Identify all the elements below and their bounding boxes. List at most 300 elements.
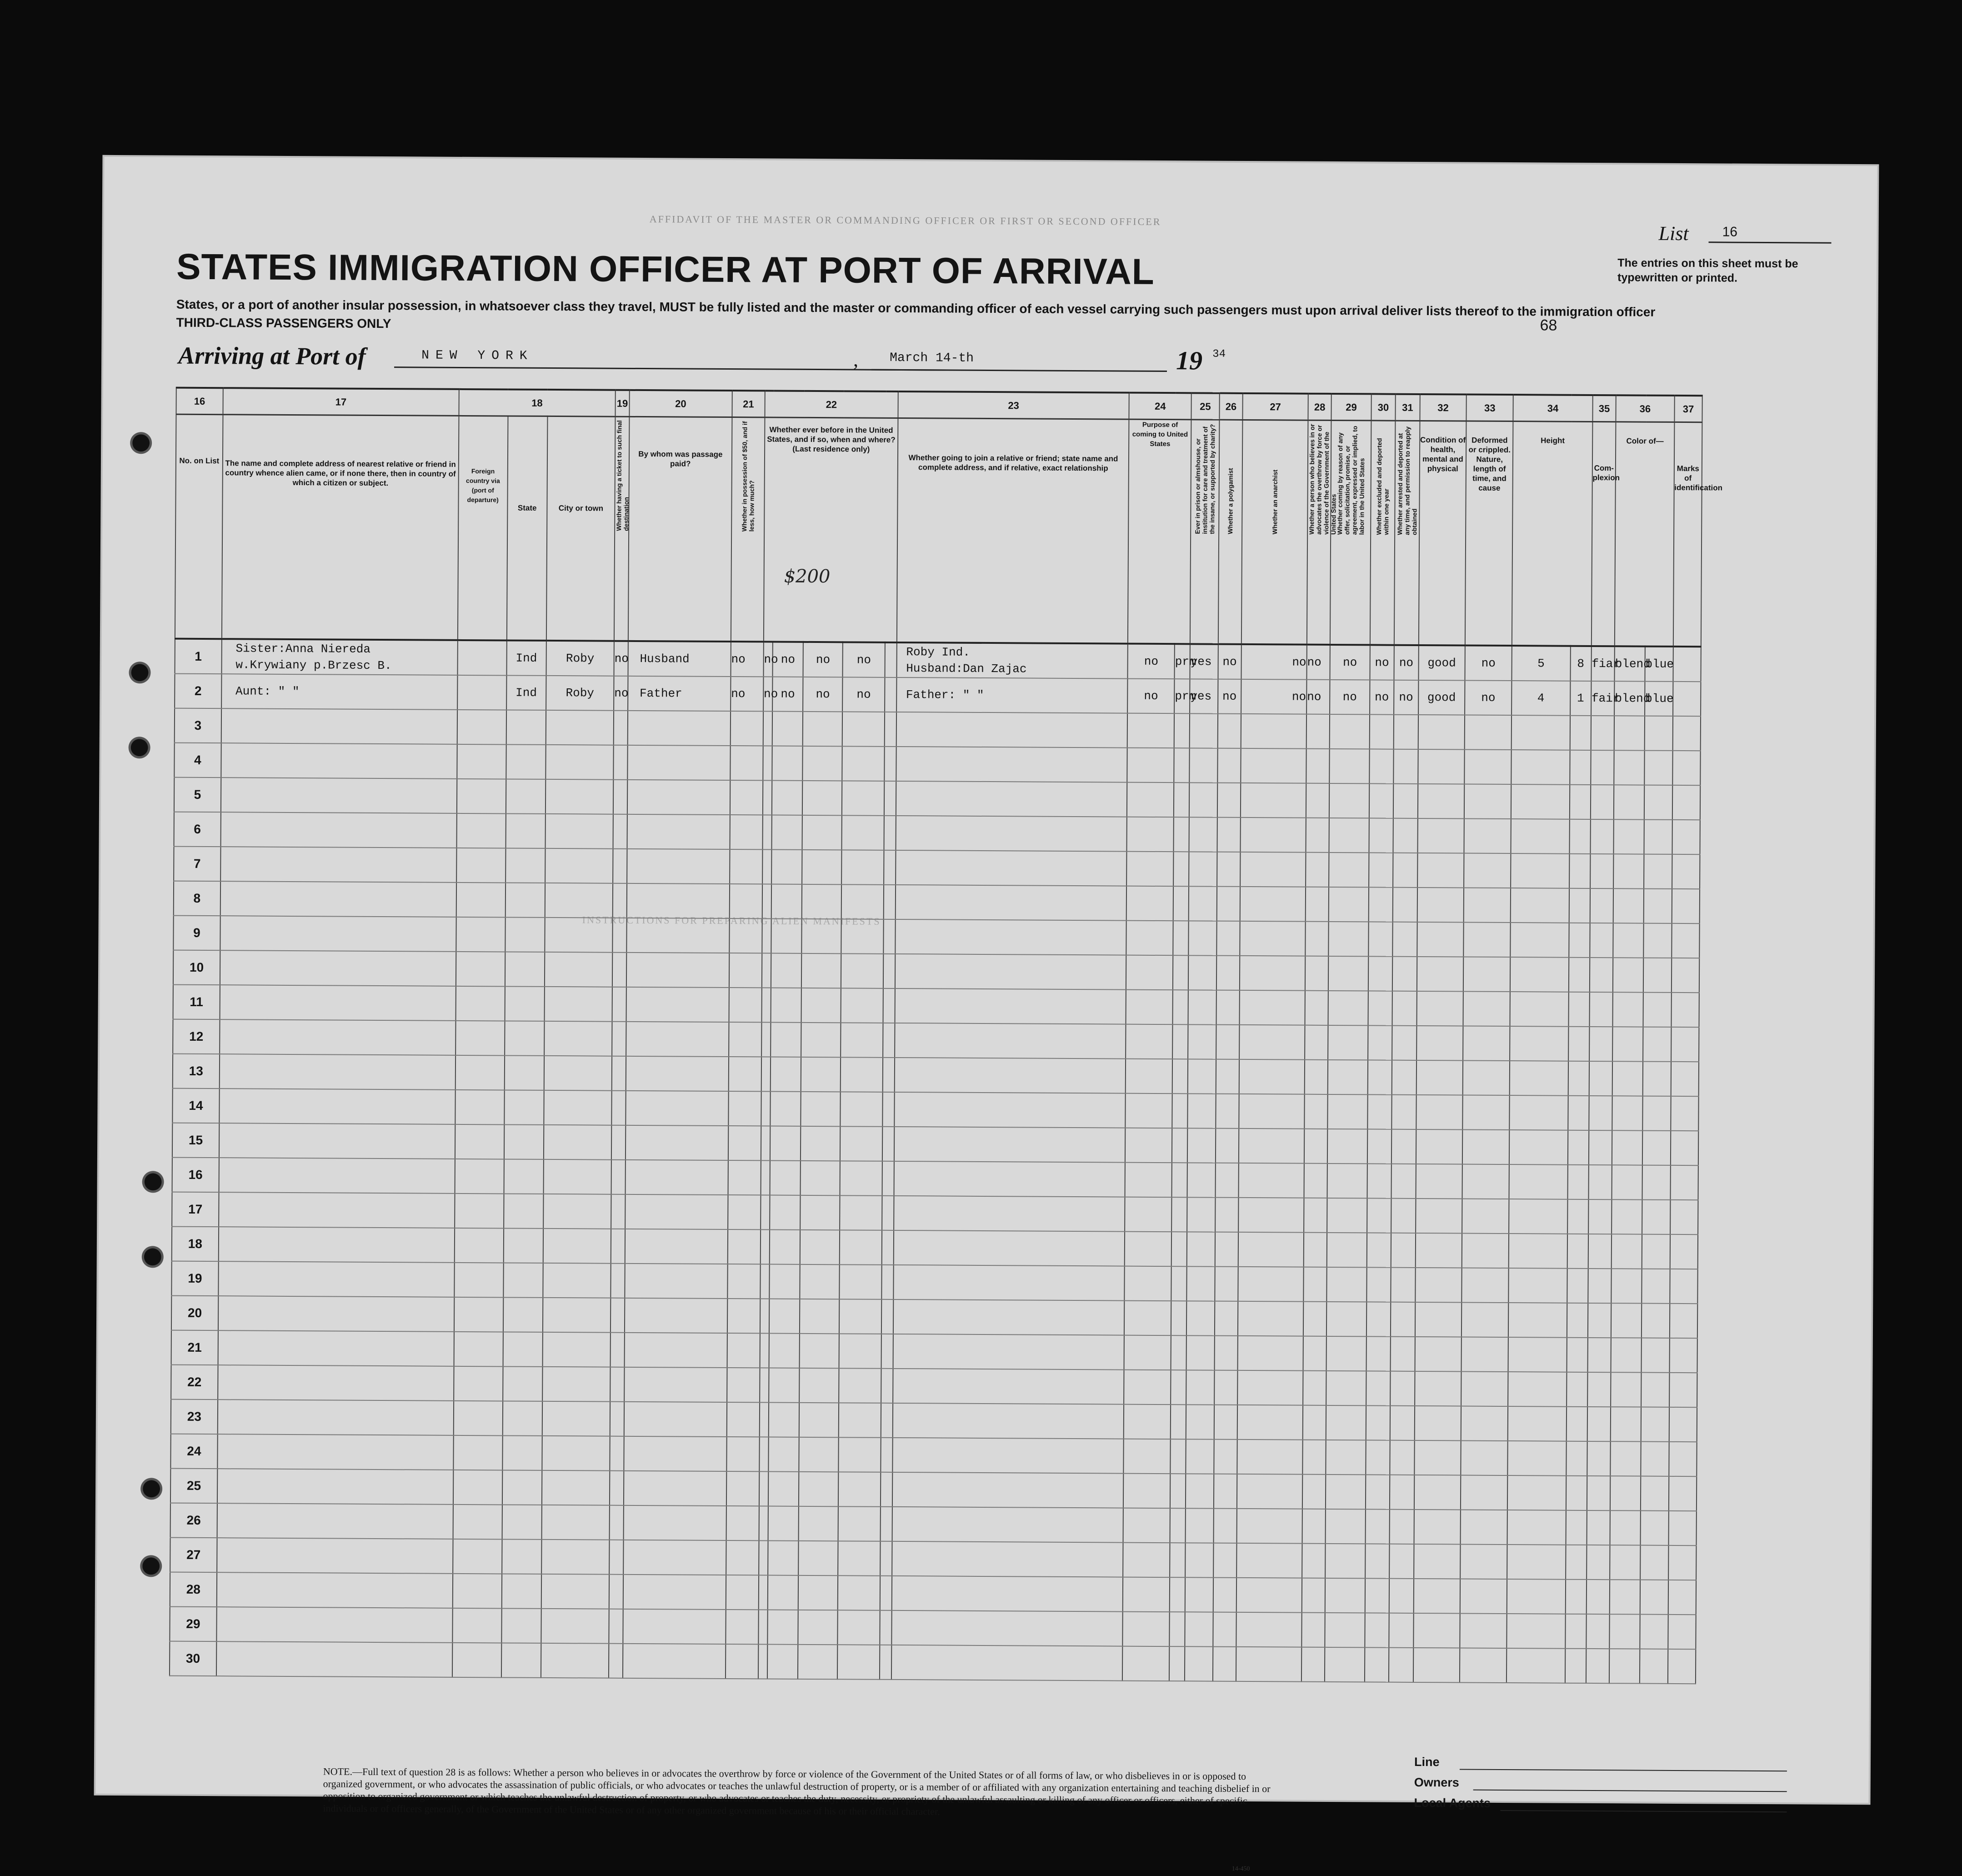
header-nearest-relative: The name and complete address of nearest relative or friend in country whence alien came, or if none there, then in country of which a citizen or subject.	[222, 415, 459, 640]
empty-cell	[770, 1161, 801, 1195]
empty-cell	[219, 1158, 455, 1194]
empty-cell	[218, 1399, 454, 1435]
empty-cell	[1569, 888, 1590, 923]
row-number: 29	[170, 1607, 216, 1642]
empty-cell	[767, 1645, 798, 1679]
empty-cell	[1190, 713, 1218, 748]
port-underline	[394, 366, 949, 371]
empty-cell	[1668, 1545, 1697, 1580]
empty-cell	[802, 850, 842, 884]
empty-cell	[1418, 749, 1465, 784]
q29-cell: no	[1370, 680, 1394, 714]
empty-cell	[1393, 853, 1417, 888]
empty-cell	[1327, 1129, 1367, 1164]
empty-cell	[1417, 922, 1464, 957]
empty-cell	[1568, 1027, 1590, 1061]
empty-cell	[760, 1333, 769, 1368]
empty-cell	[801, 988, 841, 1023]
empty-cell	[1302, 1544, 1326, 1578]
empty-cell	[1645, 716, 1673, 751]
row-number: 13	[173, 1054, 220, 1089]
empty-cell	[884, 747, 896, 781]
empty-cell	[729, 918, 762, 953]
empty-cell	[1368, 956, 1393, 991]
empty-cell	[610, 1436, 624, 1471]
empty-cell	[1124, 1301, 1171, 1336]
empty-cell	[1507, 1475, 1566, 1510]
empty-cell	[1586, 1614, 1610, 1649]
empty-cell	[1303, 1405, 1326, 1440]
empty-cell	[627, 711, 730, 746]
empty-cell	[612, 918, 626, 953]
empty-cell	[453, 1435, 502, 1470]
empty-cell	[895, 1023, 1126, 1059]
empty-cell	[612, 953, 626, 987]
column-number: 16	[176, 388, 223, 415]
empty-cell	[1123, 1577, 1170, 1612]
empty-cell	[842, 712, 885, 746]
header-deformed: Deformed or crippled. Nature, length of time, and cause	[1465, 421, 1513, 646]
empty-cell	[624, 1367, 727, 1402]
empty-cell	[1586, 1649, 1610, 1683]
empty-cell	[611, 1229, 625, 1264]
empty-cell	[217, 1538, 453, 1574]
empty-cell	[893, 1230, 1125, 1266]
header-state: State	[507, 416, 548, 641]
empty-cell	[1369, 783, 1394, 818]
empty-cell	[1611, 1338, 1642, 1372]
empty-cell	[1367, 1164, 1391, 1198]
empty-cell	[840, 1195, 882, 1230]
empty-cell	[1236, 1543, 1302, 1578]
empty-cell	[1643, 993, 1671, 1027]
empty-cell	[1305, 922, 1329, 956]
empty-cell	[1127, 783, 1174, 818]
empty-cell	[1187, 1093, 1216, 1128]
empty-cell	[768, 1610, 798, 1645]
empty-cell	[220, 847, 456, 883]
empty-cell	[763, 780, 772, 815]
empty-cell	[1213, 1647, 1236, 1681]
empty-cell	[1510, 1026, 1568, 1061]
empty-cell	[1588, 1269, 1612, 1303]
empty-cell	[1186, 1301, 1215, 1335]
empty-cell	[501, 1643, 541, 1677]
empty-cell	[1326, 1475, 1366, 1509]
empty-cell	[1391, 1268, 1415, 1302]
empty-cell	[1462, 1233, 1509, 1268]
empty-cell	[1238, 1336, 1303, 1371]
empty-cell	[1461, 1371, 1508, 1406]
empty-cell	[1391, 1164, 1416, 1199]
empty-cell	[1509, 1199, 1567, 1234]
empty-cell	[1304, 1233, 1327, 1267]
empty-cell	[1187, 1128, 1216, 1163]
empty-cell	[1124, 1370, 1171, 1405]
empty-cell	[503, 1297, 543, 1332]
empty-cell	[1640, 1649, 1668, 1684]
empty-cell	[1393, 888, 1417, 922]
joining-line-2: Husband:Dan Zajac	[906, 662, 1027, 676]
empty-cell	[546, 779, 613, 814]
empty-cell	[1587, 1476, 1611, 1510]
empty-cell	[1586, 1580, 1610, 1614]
city-cell: Roby	[546, 641, 614, 676]
row-number: 19	[171, 1261, 218, 1296]
list-label: List	[1658, 222, 1689, 245]
empty-cell	[1567, 1269, 1588, 1303]
empty-cell	[884, 850, 896, 885]
empty-cell	[1642, 1304, 1670, 1338]
empty-cell	[1327, 1267, 1367, 1302]
relative-cell: Aunt: " "	[221, 674, 457, 710]
empty-cell	[730, 815, 762, 849]
empty-cell	[1216, 990, 1240, 1025]
empty-cell	[626, 1091, 728, 1126]
row-number: 11	[173, 985, 220, 1020]
header-q29	[1330, 420, 1371, 645]
empty-cell	[1189, 886, 1217, 921]
empty-cell	[841, 953, 883, 988]
empty-cell	[1239, 1025, 1305, 1060]
empty-cell	[1365, 1544, 1390, 1578]
empty-cell	[1567, 1165, 1589, 1199]
empty-cell	[1389, 1648, 1413, 1682]
empty-cell	[1591, 750, 1614, 785]
empty-cell	[542, 1505, 610, 1540]
empty-cell	[545, 814, 613, 849]
empty-cell	[802, 815, 842, 850]
empty-cell	[800, 1334, 840, 1368]
empty-cell	[1642, 1165, 1670, 1200]
empty-cell	[217, 1434, 453, 1470]
empty-cell	[1215, 1301, 1238, 1336]
empty-cell	[220, 985, 455, 1021]
empty-cell	[1305, 1060, 1328, 1094]
empty-cell	[1214, 1440, 1237, 1474]
empty-cell	[801, 919, 841, 953]
empty-cell	[1567, 1372, 1588, 1407]
empty-cell	[799, 1403, 839, 1437]
empty-cell	[1461, 1302, 1508, 1337]
empty-cell	[1304, 1094, 1328, 1129]
empty-cell	[1510, 1061, 1568, 1096]
row-number: 8	[174, 881, 220, 916]
empty-cell	[1214, 1336, 1238, 1370]
empty-cell	[544, 1090, 611, 1125]
empty-cell	[503, 1228, 543, 1263]
empty-cell	[1508, 1268, 1567, 1303]
empty-cell	[1613, 888, 1644, 923]
empty-cell	[1326, 1302, 1366, 1336]
empty-cell	[1389, 1613, 1413, 1648]
empty-cell	[1170, 1543, 1185, 1577]
header-anarchist-text: Whether an anarchist	[1271, 469, 1279, 535]
city-cell: Roby	[546, 676, 614, 711]
empty-cell	[1613, 923, 1643, 958]
header-q28-text: Whether a person who believes in or advocates the overthrow by force or violence of the Government of the United States	[1308, 424, 1337, 535]
empty-cell	[1465, 715, 1512, 750]
empty-cell	[1186, 1266, 1215, 1301]
empty-cell	[727, 1264, 760, 1299]
header-complexion: Com- plexion	[1592, 421, 1616, 646]
empty-cell	[1302, 1440, 1326, 1475]
empty-cell	[545, 883, 613, 918]
empty-cell	[840, 1264, 882, 1299]
eyes-cell: blue	[1645, 682, 1673, 716]
empty-cell	[1237, 1370, 1303, 1405]
empty-cell	[1186, 1474, 1214, 1508]
empty-cell	[626, 987, 729, 1022]
empty-cell	[1326, 1509, 1366, 1544]
empty-cell	[612, 1056, 626, 1091]
empty-cell	[1389, 1579, 1414, 1613]
empty-cell	[1216, 1129, 1239, 1163]
empty-cell	[1369, 818, 1393, 853]
row-number: 14	[172, 1088, 219, 1124]
empty-cell	[798, 1541, 838, 1575]
empty-cell	[759, 1575, 768, 1610]
row-number: 25	[170, 1469, 217, 1504]
empty-cell	[610, 1333, 624, 1367]
empty-cell	[1415, 1337, 1461, 1372]
empty-cell	[1568, 992, 1590, 1027]
empty-cell	[1642, 1131, 1671, 1165]
column-number: 29	[1331, 394, 1371, 421]
empty-cell	[626, 953, 729, 988]
empty-cell	[1171, 1301, 1186, 1335]
empty-cell	[896, 747, 1127, 783]
empty-cell	[1567, 1303, 1588, 1338]
citizen-intent-cell: yes	[1190, 679, 1218, 713]
period-cell: no	[772, 677, 803, 712]
header-q30	[1370, 421, 1396, 645]
empty-cell	[1590, 854, 1614, 888]
empty-cell	[1463, 1060, 1510, 1095]
empty-cell	[840, 1230, 882, 1264]
empty-cell	[1641, 1476, 1669, 1511]
empty-cell	[728, 1126, 761, 1160]
q25-cell: no	[1218, 644, 1241, 679]
empty-cell	[1567, 1199, 1589, 1234]
q28-cell: no	[1330, 680, 1370, 714]
empty-cell	[758, 1644, 768, 1679]
empty-cell	[1643, 1027, 1671, 1062]
empty-cell	[771, 1057, 801, 1092]
deformed-cell: no	[1465, 681, 1512, 716]
row-number: 26	[170, 1503, 217, 1538]
row-number: 27	[170, 1538, 217, 1573]
empty-cell	[613, 883, 627, 918]
empty-cell	[1125, 1128, 1172, 1163]
empty-cell	[627, 814, 730, 849]
empty-cell	[1369, 749, 1394, 783]
empty-cell	[454, 1297, 503, 1332]
empty-cell	[1417, 818, 1464, 853]
empty-cell	[543, 1332, 611, 1367]
empty-cell	[1510, 957, 1569, 992]
empty-cell	[759, 1506, 768, 1540]
empty-cell	[1368, 887, 1393, 922]
empty-cell	[1187, 1197, 1215, 1232]
empty-cell	[1173, 886, 1189, 921]
empty-cell	[501, 1574, 541, 1608]
empty-cell	[1640, 1545, 1668, 1580]
empty-cell	[219, 1088, 455, 1124]
empty-cell	[454, 1366, 503, 1401]
empty-cell	[1640, 1580, 1668, 1615]
local-agents-label: Local Agents	[1414, 1796, 1491, 1810]
empty-cell	[611, 1160, 625, 1194]
empty-cell	[801, 1161, 841, 1195]
empty-cell	[1216, 956, 1240, 990]
empty-cell	[1126, 921, 1173, 956]
empty-cell	[761, 1057, 771, 1091]
empty-cell	[761, 1022, 771, 1057]
empty-cell	[1612, 1199, 1642, 1234]
empty-cell	[1590, 923, 1613, 958]
empty-cell	[1672, 923, 1700, 958]
empty-cell	[1173, 955, 1188, 990]
empty-cell	[1461, 1440, 1508, 1475]
empty-cell	[762, 918, 771, 953]
empty-cell	[1413, 1648, 1460, 1683]
empty-cell	[1566, 1510, 1587, 1545]
form-title: STATES IMMIGRATION OFFICER AT PORT OF ARRIVAL	[176, 246, 1155, 292]
empty-cell	[727, 1333, 760, 1368]
comma: ,	[853, 348, 859, 371]
empty-cell	[881, 1472, 892, 1507]
empty-cell	[1306, 783, 1330, 818]
empty-cell	[1610, 1545, 1640, 1580]
feet-cell: 4	[1512, 681, 1570, 716]
empty-cell	[893, 1265, 1125, 1301]
empty-cell	[1185, 1577, 1213, 1612]
empty-cell	[1644, 889, 1672, 923]
empty-cell	[801, 1126, 841, 1161]
empty-cell	[770, 1230, 800, 1264]
empty-cell	[1589, 1096, 1612, 1130]
empty-cell	[1369, 714, 1394, 749]
empty-cell	[1391, 1129, 1416, 1164]
empty-cell	[455, 1021, 505, 1056]
passage-paid-cell: Husband	[628, 641, 731, 677]
empty-cell	[1239, 1094, 1304, 1129]
row-number: 6	[174, 812, 221, 847]
empty-cell	[1460, 1544, 1507, 1579]
empty-cell	[624, 1333, 727, 1368]
owners-underline	[1473, 1790, 1787, 1792]
row-number: 4	[174, 743, 221, 778]
empty-cell	[1612, 1165, 1642, 1199]
state-cell: Ind	[506, 640, 546, 675]
empty-cell	[1365, 1613, 1389, 1647]
empty-cell	[455, 1124, 504, 1159]
empty-cell	[759, 1437, 769, 1471]
empty-cell	[1614, 785, 1644, 819]
empty-cell	[625, 1298, 727, 1333]
empty-cell	[1330, 714, 1370, 749]
empty-cell	[1329, 853, 1369, 887]
empty-cell	[1188, 1059, 1216, 1093]
header-q25-text: Ever in prison or almshouse, or institution for care and treatment of the insane, or supported by charity?	[1194, 424, 1216, 534]
empty-cell	[454, 1228, 503, 1263]
empty-cell	[457, 779, 506, 814]
empty-cell	[1610, 1441, 1641, 1476]
empty-cell	[1587, 1338, 1611, 1372]
empty-cell	[455, 1090, 504, 1125]
empty-cell	[1217, 852, 1241, 887]
purpose-cell: prm	[1174, 679, 1190, 713]
anarchist-cell: no	[1306, 645, 1330, 680]
empty-rows	[170, 708, 1828, 1685]
empty-cell	[1461, 1475, 1507, 1510]
empty-cell	[1127, 713, 1174, 748]
empty-cell	[1511, 888, 1569, 923]
empty-cell	[1507, 1648, 1565, 1683]
row-number: 12	[173, 1019, 220, 1054]
empty-cell	[501, 1608, 541, 1643]
empty-cell	[1171, 1335, 1186, 1370]
empty-cell	[1507, 1510, 1566, 1545]
bleed-through-text: INSTRUCTIONS FOR PREPARING ALIEN MANIFESTS	[582, 914, 881, 927]
passage-paid-cell: Father	[628, 676, 731, 711]
empty-cell	[1510, 992, 1569, 1027]
empty-cell	[1417, 888, 1464, 923]
header-anarchist	[1241, 420, 1308, 644]
empty-cell	[1567, 1338, 1588, 1372]
empty-cell	[882, 1230, 894, 1265]
empty-cell	[892, 1438, 1124, 1474]
empty-cell	[1392, 957, 1417, 991]
empty-cell	[1643, 958, 1672, 993]
empty-cell	[219, 1054, 455, 1090]
empty-cell	[800, 1299, 840, 1334]
empty-cell	[841, 1092, 883, 1126]
empty-cell	[882, 1196, 894, 1230]
empty-cell	[728, 1091, 761, 1126]
empty-cell	[1217, 818, 1241, 852]
empty-cell	[729, 988, 761, 1022]
empty-cell	[1329, 887, 1369, 922]
empty-cell	[769, 1403, 799, 1437]
empty-cell	[799, 1437, 839, 1472]
row-number: 10	[173, 950, 220, 985]
empty-cell	[1238, 1267, 1303, 1302]
empty-cell	[1644, 820, 1672, 854]
empty-cell	[1568, 1096, 1589, 1130]
empty-cell	[769, 1368, 799, 1403]
empty-cell	[1217, 783, 1241, 818]
empty-cell	[502, 1401, 542, 1435]
empty-cell	[763, 711, 772, 746]
empty-cell	[1237, 1440, 1302, 1475]
empty-cell	[541, 1540, 609, 1575]
row-number: 17	[172, 1192, 219, 1227]
empty-cell	[730, 849, 762, 884]
empty-cell	[758, 1610, 768, 1644]
empty-cell	[1508, 1406, 1567, 1441]
empty-cell	[546, 745, 613, 780]
empty-cell	[1507, 1579, 1566, 1614]
empty-cell	[1587, 1441, 1611, 1476]
empty-cell	[1328, 1094, 1368, 1129]
empty-cell	[896, 781, 1127, 817]
empty-cell	[772, 746, 803, 781]
empty-cell	[881, 1369, 893, 1403]
empty-cell	[772, 781, 802, 815]
empty-cell	[1393, 784, 1418, 818]
